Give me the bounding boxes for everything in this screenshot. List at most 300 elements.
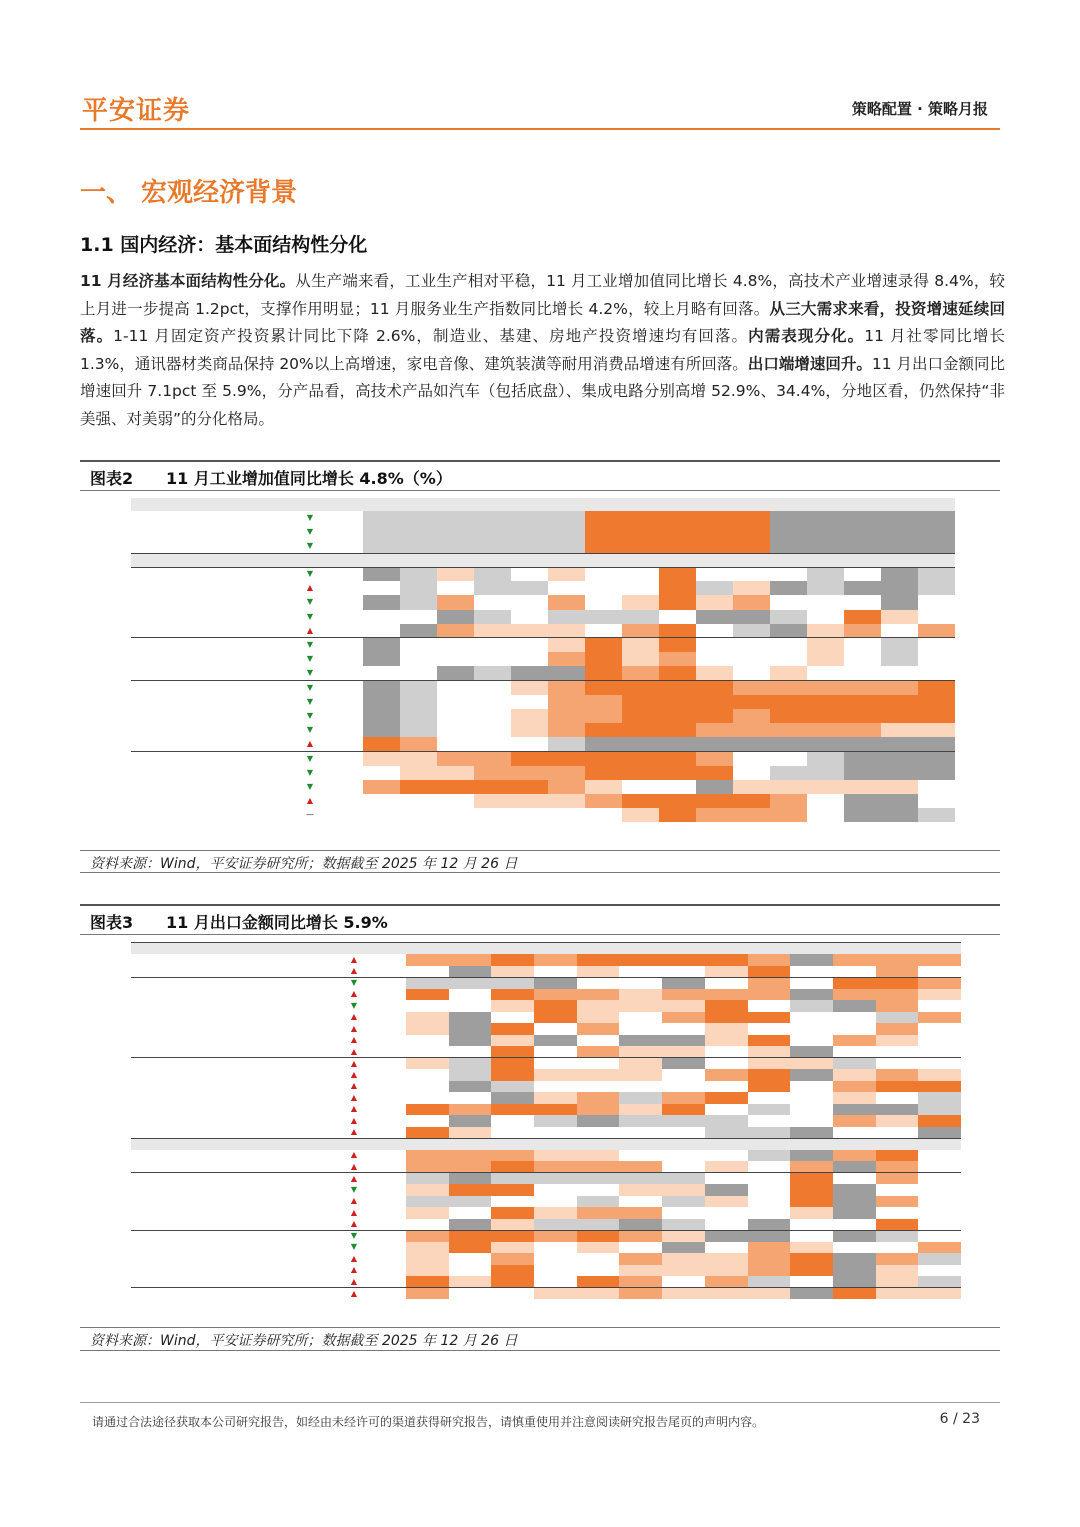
trend-down-icon: ▼	[293, 681, 327, 695]
row-label	[143, 737, 293, 751]
value-cell	[876, 1023, 919, 1035]
value-cell	[491, 1173, 534, 1185]
trend-up-icon: ▲	[350, 1115, 358, 1125]
value-cell	[619, 1023, 662, 1035]
value-cell	[622, 666, 659, 680]
section-title: 一、 宏观经济背景	[80, 178, 298, 208]
value-cell	[918, 1081, 961, 1093]
value-cell	[662, 1242, 705, 1254]
value-cell	[363, 794, 400, 808]
value-cell	[662, 1184, 705, 1196]
value-cell	[659, 581, 696, 595]
value-cell	[511, 695, 548, 709]
value-cell	[534, 977, 577, 989]
row-label	[143, 794, 293, 808]
fig2-data-row	[131, 709, 955, 723]
value-cell	[406, 1104, 449, 1116]
value-cell	[449, 1058, 492, 1070]
value-cell	[548, 751, 585, 765]
value-cell	[619, 1184, 662, 1196]
figure2-table	[131, 498, 955, 822]
brand-logo: 平安证券	[82, 96, 191, 126]
value-cell	[511, 666, 548, 680]
row-change	[372, 1035, 406, 1047]
value-cell	[696, 624, 733, 638]
row-label	[143, 751, 293, 765]
month-header	[577, 943, 620, 955]
value-cell	[400, 610, 437, 624]
value-cell	[833, 977, 876, 989]
value-cell	[400, 794, 437, 808]
m-header-chg	[293, 553, 363, 567]
fig3-import-header	[131, 1138, 961, 1150]
value-cell	[406, 1265, 449, 1277]
trend-down-icon: ▼	[350, 1184, 358, 1194]
value-cell	[790, 1173, 833, 1185]
value-cell	[363, 666, 400, 680]
value-cell	[770, 595, 807, 609]
value-cell	[807, 595, 844, 609]
trend-down-icon: ▼	[306, 725, 314, 735]
value-cell	[770, 723, 807, 737]
value-cell	[705, 1173, 748, 1185]
value-cell	[534, 1035, 577, 1047]
value-cell	[790, 1115, 833, 1127]
trend-up-icon: ▲	[350, 1253, 358, 1263]
value-cell	[918, 989, 961, 1001]
value-cell	[585, 766, 622, 780]
value-cell	[474, 652, 511, 666]
value-cell	[662, 1069, 705, 1081]
value-cell	[474, 595, 511, 609]
value-cell	[833, 1207, 876, 1219]
value-cell	[406, 1230, 449, 1242]
value-cell	[748, 1000, 791, 1012]
value-cell	[705, 1207, 748, 1219]
value-cell	[363, 695, 400, 709]
value-cell	[833, 1150, 876, 1162]
value-cell	[770, 539, 955, 553]
value-cell	[449, 1150, 492, 1162]
value-cell	[876, 977, 919, 989]
value-cell	[400, 681, 437, 695]
fig3-export-header	[131, 943, 961, 955]
value-cell	[705, 1104, 748, 1116]
value-cell	[918, 1092, 961, 1104]
value-cell	[733, 737, 770, 751]
group-category	[131, 751, 143, 822]
group-category	[131, 681, 143, 752]
figure3-caption: 11 月出口金额同比增长 5.9%	[166, 913, 388, 932]
value-cell	[748, 1242, 791, 1254]
value-cell	[662, 1276, 705, 1288]
value-cell	[400, 567, 437, 581]
footer-divider	[80, 1402, 1000, 1403]
value-cell	[363, 723, 400, 737]
value-cell	[790, 1288, 833, 1300]
value-cell	[619, 1265, 662, 1277]
month-header	[733, 553, 770, 567]
row-label	[131, 989, 336, 1001]
value-cell	[844, 610, 881, 624]
fig3-data-row	[131, 1058, 961, 1070]
value-cell	[662, 1150, 705, 1162]
fig3-data-row	[131, 1035, 961, 1047]
value-cell	[491, 1184, 534, 1196]
value-cell	[876, 1253, 919, 1265]
value-cell	[918, 794, 955, 808]
value-cell	[437, 624, 474, 638]
value-cell	[876, 966, 919, 978]
value-cell	[696, 638, 733, 652]
row-label	[143, 610, 293, 624]
value-cell	[748, 1173, 791, 1185]
value-cell	[474, 539, 585, 553]
month-header	[790, 1138, 833, 1150]
value-cell	[662, 1081, 705, 1093]
month-header	[449, 1138, 492, 1150]
trend-down-icon: ▼	[293, 567, 327, 581]
value-cell	[534, 1046, 577, 1058]
value-cell	[449, 1184, 492, 1196]
fig3-data-row	[131, 1046, 961, 1058]
value-cell	[437, 681, 474, 695]
value-cell	[833, 1104, 876, 1116]
value-cell	[705, 1230, 748, 1242]
value-cell	[733, 652, 770, 666]
value-cell	[474, 666, 511, 680]
value-cell	[406, 1023, 449, 1035]
value-cell	[662, 1058, 705, 1070]
value-cell	[622, 808, 659, 822]
row-change	[372, 1196, 406, 1208]
value-cell	[790, 1242, 833, 1254]
row-change	[327, 652, 363, 666]
value-cell	[363, 638, 400, 652]
value-cell	[400, 709, 437, 723]
value-cell	[748, 989, 791, 1001]
value-cell	[790, 966, 833, 978]
value-cell	[363, 525, 474, 539]
row-change	[327, 610, 363, 624]
value-cell	[474, 511, 585, 525]
value-cell	[511, 652, 548, 666]
row-label	[131, 1115, 336, 1127]
trend-up-icon: ▲	[306, 796, 314, 806]
value-cell	[363, 567, 400, 581]
value-cell	[696, 610, 733, 624]
value-cell	[534, 1288, 577, 1300]
value-cell	[662, 1230, 705, 1242]
value-cell	[696, 581, 733, 595]
value-cell	[491, 1276, 534, 1288]
value-cell	[449, 1115, 492, 1127]
row-change	[327, 595, 363, 609]
value-cell	[705, 1242, 748, 1254]
value-cell	[790, 1046, 833, 1058]
value-cell	[619, 1000, 662, 1012]
value-cell	[770, 766, 807, 780]
value-cell	[918, 966, 961, 978]
value-cell	[585, 723, 622, 737]
fig2-data-row	[131, 723, 955, 737]
value-cell	[406, 1035, 449, 1047]
fig2-data-row	[131, 794, 955, 808]
row-change	[327, 723, 363, 737]
value-cell	[548, 780, 585, 794]
value-cell	[918, 780, 955, 794]
value-cell	[807, 567, 844, 581]
value-cell	[844, 595, 881, 609]
value-cell	[511, 808, 548, 822]
row-change	[372, 1173, 406, 1185]
value-cell	[619, 1069, 662, 1081]
value-cell	[918, 1184, 961, 1196]
figure3-top-rule	[80, 904, 1000, 906]
value-cell	[705, 1150, 748, 1162]
fig3-data-row	[131, 1000, 961, 1012]
fig3-data-row	[131, 1184, 961, 1196]
value-cell	[918, 1207, 961, 1219]
trend-up-icon: ▲	[306, 625, 314, 635]
value-cell	[876, 1196, 919, 1208]
value-cell	[534, 1184, 577, 1196]
value-cell	[491, 1196, 534, 1208]
value-cell	[577, 1242, 620, 1254]
value-cell	[659, 595, 696, 609]
row-label	[131, 1092, 336, 1104]
value-cell	[918, 695, 955, 709]
fig2-data-row	[131, 808, 955, 822]
value-cell	[748, 954, 791, 966]
value-cell	[363, 539, 474, 553]
fig3-data-row	[131, 1219, 961, 1231]
month-header	[449, 943, 492, 955]
value-cell	[733, 751, 770, 765]
value-cell	[534, 1265, 577, 1277]
value-cell	[876, 1150, 919, 1162]
value-cell	[876, 1069, 919, 1081]
spacer-cell	[131, 498, 143, 511]
value-cell	[511, 723, 548, 737]
figure2-number: 图表2	[90, 469, 134, 488]
value-cell	[659, 808, 696, 822]
row-label	[131, 1276, 336, 1288]
value-cell	[770, 511, 955, 525]
trend-down-icon: ▼	[306, 710, 314, 720]
paragraph-segment: 从三大需求来看，投资增速延续回落。	[80, 299, 1005, 345]
value-cell	[577, 1276, 620, 1288]
value-cell	[662, 1115, 705, 1127]
value-cell	[705, 1035, 748, 1047]
value-cell	[534, 1276, 577, 1288]
value-cell	[406, 1081, 449, 1093]
value-cell	[918, 1173, 961, 1185]
value-cell	[406, 1127, 449, 1139]
value-cell	[696, 766, 733, 780]
value-cell	[662, 1104, 705, 1116]
value-cell	[659, 624, 696, 638]
value-cell	[406, 1150, 449, 1162]
value-cell	[619, 1104, 662, 1116]
gdp-category-label	[131, 511, 143, 553]
month-header	[918, 553, 955, 567]
value-cell	[844, 766, 881, 780]
footer-disclaimer: 请通过合法途径获取本公司研究报告，如经由未经许可的渠道获得研究报告，请慎重使用并注意阅读研究报告尾页的声明内容。	[92, 1415, 765, 1429]
header-label	[131, 1138, 336, 1150]
value-cell	[548, 610, 585, 624]
row-label	[131, 1012, 336, 1024]
row-label	[131, 1081, 336, 1093]
value-cell	[406, 1242, 449, 1254]
value-cell	[577, 1115, 620, 1127]
value-cell	[696, 681, 733, 695]
value-cell	[844, 751, 881, 765]
value-cell	[400, 595, 437, 609]
value-cell	[437, 737, 474, 751]
value-cell	[585, 695, 622, 709]
fig2-quarter-header	[131, 498, 955, 511]
fig3-data-row	[131, 1276, 961, 1288]
value-cell	[844, 666, 881, 680]
value-cell	[363, 709, 400, 723]
value-cell	[619, 1046, 662, 1058]
row-label	[143, 567, 293, 581]
row-label	[143, 808, 293, 822]
value-cell	[918, 954, 961, 966]
row-change	[327, 525, 363, 539]
month-header	[844, 553, 881, 567]
value-cell	[881, 766, 918, 780]
value-cell	[491, 1012, 534, 1024]
value-cell	[449, 1265, 492, 1277]
value-cell	[400, 808, 437, 822]
value-cell	[770, 794, 807, 808]
fig3-data-row	[131, 1081, 961, 1093]
value-cell	[491, 989, 534, 1001]
fig3-data-row	[131, 1173, 961, 1185]
value-cell	[733, 808, 770, 822]
value-cell	[705, 1288, 748, 1300]
row-label	[131, 1104, 336, 1116]
value-cell	[748, 1184, 791, 1196]
value-cell	[881, 567, 918, 581]
month-header	[622, 553, 659, 567]
value-cell	[406, 1173, 449, 1185]
value-cell	[770, 567, 807, 581]
value-cell	[659, 737, 696, 751]
row-label	[131, 1161, 336, 1173]
value-cell	[733, 624, 770, 638]
month-header	[876, 1138, 919, 1150]
value-cell	[733, 723, 770, 737]
value-cell	[619, 1276, 662, 1288]
trend-up-icon: ▲	[336, 1173, 372, 1185]
quarter-header	[770, 498, 955, 511]
value-cell	[705, 1046, 748, 1058]
row-label	[143, 709, 293, 723]
value-cell	[876, 954, 919, 966]
value-cell	[534, 1196, 577, 1208]
value-cell	[844, 780, 881, 794]
page-number: 6 / 23	[939, 1411, 980, 1427]
row-change	[327, 581, 363, 595]
value-cell	[790, 989, 833, 1001]
row-label	[143, 624, 293, 638]
value-cell	[748, 1161, 791, 1173]
value-cell	[619, 989, 662, 1001]
figure3-title	[90, 910, 388, 933]
fig2-data-row	[131, 652, 955, 666]
figure3-source: 资料来源：Wind，平安证券研究所；数据截至 2025 年 12 月 26 日	[90, 1333, 518, 1349]
value-cell	[876, 1184, 919, 1196]
value-cell	[534, 1012, 577, 1024]
value-cell	[400, 652, 437, 666]
value-cell	[585, 610, 622, 624]
value-cell	[844, 581, 881, 595]
value-cell	[807, 652, 844, 666]
row-change	[327, 681, 363, 695]
value-cell	[622, 794, 659, 808]
header-change	[336, 943, 406, 955]
value-cell	[790, 1207, 833, 1219]
value-cell	[918, 581, 955, 595]
value-cell	[577, 1104, 620, 1116]
row-label	[131, 966, 336, 978]
value-cell	[844, 652, 881, 666]
value-cell	[406, 1069, 449, 1081]
fig3-data-row	[131, 1150, 961, 1162]
value-cell	[449, 1127, 492, 1139]
value-cell	[491, 1023, 534, 1035]
value-cell	[748, 1230, 791, 1242]
value-cell	[534, 1058, 577, 1070]
trend-up-icon: ▲	[350, 1219, 358, 1228]
value-cell	[733, 638, 770, 652]
value-cell	[662, 1265, 705, 1277]
value-cell	[918, 1219, 961, 1231]
trend-up-icon: ▲	[350, 1023, 358, 1033]
trend-down-icon: ▼	[306, 781, 314, 791]
value-cell	[833, 1092, 876, 1104]
value-cell	[622, 780, 659, 794]
value-cell	[790, 1000, 833, 1012]
value-cell	[844, 709, 881, 723]
value-cell	[733, 709, 770, 723]
value-cell	[876, 1276, 919, 1288]
trend-down-icon: ▼	[350, 1000, 358, 1010]
value-cell	[619, 1092, 662, 1104]
value-cell	[534, 1230, 577, 1242]
value-cell	[622, 652, 659, 666]
value-cell	[696, 666, 733, 680]
trend-up-icon: ▲	[350, 1207, 358, 1217]
value-cell	[406, 1115, 449, 1127]
row-change	[372, 1253, 406, 1265]
row-label	[131, 1173, 336, 1185]
value-cell	[449, 1242, 492, 1254]
row-label	[131, 954, 336, 966]
value-cell	[437, 709, 474, 723]
value-cell	[406, 1092, 449, 1104]
value-cell	[876, 1046, 919, 1058]
value-cell	[770, 525, 955, 539]
value-cell	[619, 977, 662, 989]
fig3-data-row	[131, 1196, 961, 1208]
value-cell	[449, 1161, 492, 1173]
value-cell	[406, 1207, 449, 1219]
value-cell	[705, 1196, 748, 1208]
